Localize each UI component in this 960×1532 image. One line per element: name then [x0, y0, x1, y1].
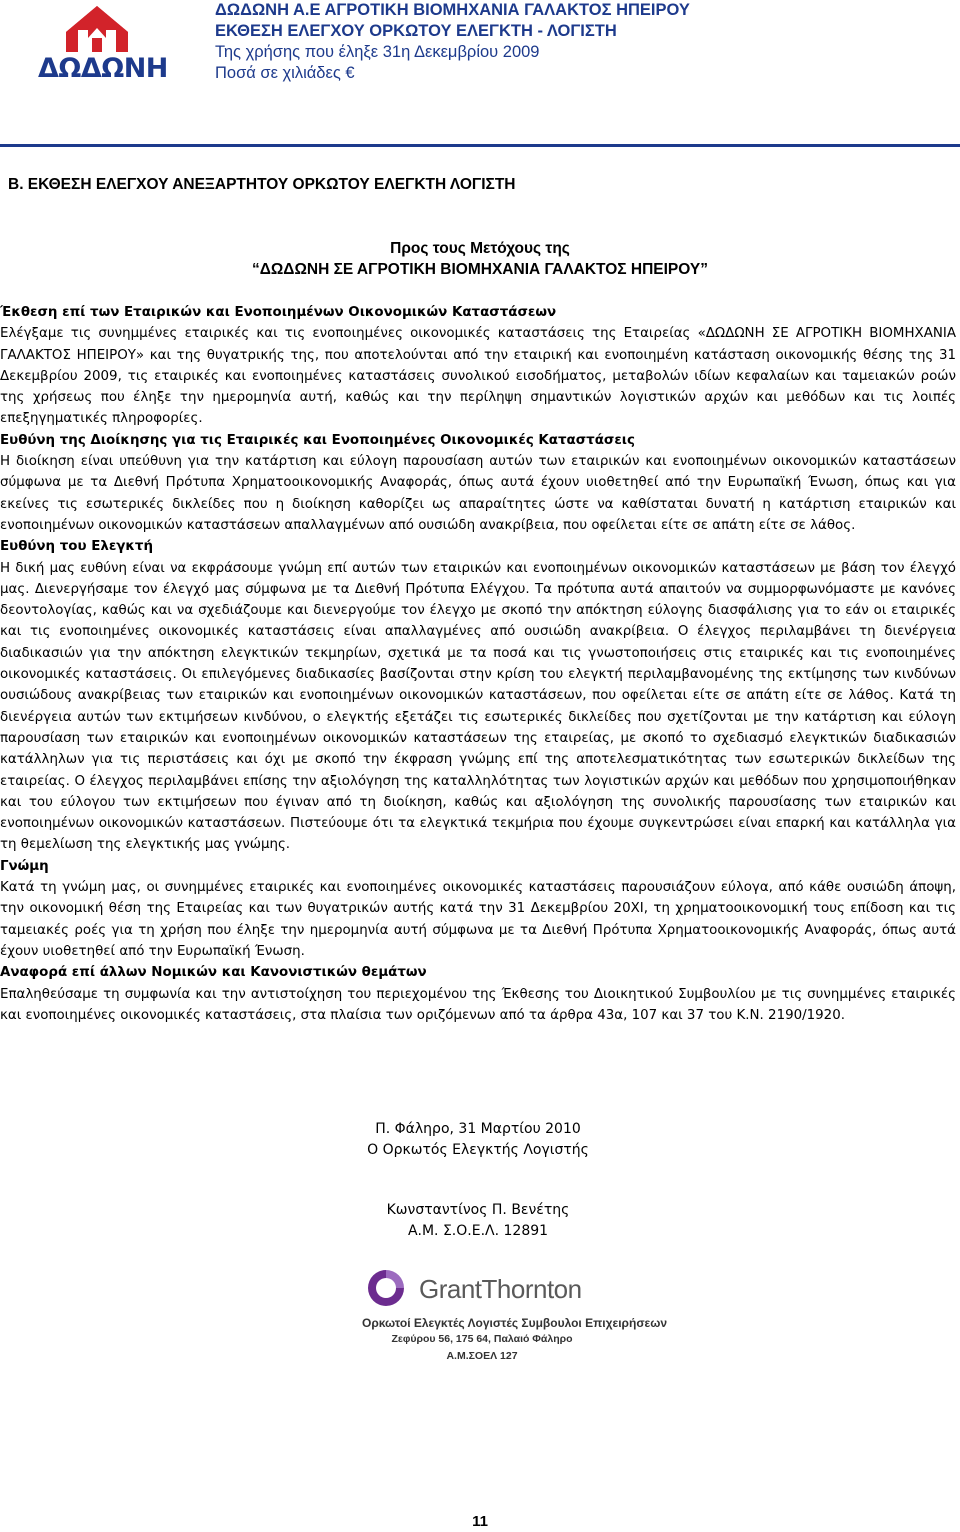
fiscal-year: Της χρήσης που έληξε 31η Δεκεμβρίου 2009: [215, 43, 540, 61]
section-paragraph: Η δική μας ευθύνη είναι να εκφράσουμε γνώμη επί αυτών των εταιρικών και ενοποιημένων οικονομικών καταστάσεων με βάση τον έλεγχό μας. Διενεργήσαμε τον έλεγχό μας σύμφωνα με τα Διεθνή Πρότυπα Ελέγχου. Τα πρότυπα αυτά απαιτούν να συμμορφωνόμαστε με κανόνες δεοντολογίας, καθώς και να σχεδιάζουμε και διενεργούμε τον έλεγχο με σκοπό την απόκτηση εύλογης διασφάλισης για το εάν οι εταιρικές και τις ενοποιημένες οικονομικές καταστάσεις είναι απαλλαγμένες από ουσιώδη ανακρίβεια. Ο έλεγχος περιλαμβάνει τη διενέργεια διαδικασιών για την απόκτηση ελεγκτικών τεκμηρίων, σχετικά με τα ποσά και τις γνωστοποιήσεις στις εταιρικές και τις ενοποιημένες οικονομικές καταστάσεις. Οι επιλεγόμενες διαδικασίες βασίζονται στην κρίση του ελεγκτή περιλαμβανομένης της εκτίμησης των κινδύνων ουσιώδους ανακρίβειας των εταιρικών και ενοποιημένων οικονομικών καταστάσεων, που οφείλεται είτε σε απάτη είτε σε λάθος. Κατά τη διενέργεια αυτών των εκτιμήσεων κινδύνου, ο ελεγκτής εξετάζει τις εσωτερικές δικλείδες που σχετίζονται με την κατάρτιση και εύλογη παρουσίαση των εταιρικών και ενοποιημένων οικονομικών καταστάσεων της εταιρείας, με σκοπό το σχεδιασμό ελεγκτικών διαδικασιών κατάλληλων για τις περιστάσεις και όχι με σκοπό την έκφραση γνώμης επί της αποτελεσματικότητας των εσωτερικών δικλείδων της εταιρείας. Ο έλεγχος περιλαμβάνει επίσης την αξιολόγηση της καταλληλότητας των λογιστικών αρχών και μεθόδων που χρησιμοποιήθηκαν και του εύλογου των εκτιμήσεων που έγιναν από τη διοίκηση, καθώς και αξιολόγηση της συνολικής παρουσίασης των εταιρικών και ενοποιημένων οικονομικών καταστάσεων. Πιστεύουμε ότι τα ελεγκτικά τεκμήρια που έχουμε συγκεντρώσει είναι επαρκή και κατάλληλα για τη θεμελίωση της ελεγκτικής μας γνώμης.: [0, 560, 956, 853]
header-text: [215, 0, 690, 84]
dodoni-emblem-icon: [38, 4, 156, 56]
section-heading: Αναφορά επί άλλων Νομικών και Κανονιστικών θεμάτων: [0, 965, 427, 981]
section-paragraph: Επαληθεύσαμε τη συμφωνία και την αντιστοίχηση του περιεχομένου της Έκθεσης του Διοικητικού Συμβουλίου με τις συνημμένες εταιρικές και ενοποιημένες οικονομικές καταστάσεις, στα πλαίσια των οριζόμενων από τα άρθρα 43α, 107 και 37 του Κ.Ν. 2190/1920.: [0, 986, 956, 1023]
stamp-line-3: Α.Μ.ΣΟΕΛ 127: [446, 1350, 518, 1362]
logo-wordmark: ΔΩΔΩΝΗ: [38, 53, 168, 84]
report-title: ΕΚΘΕΣΗ ΕΛΕΓΧΟΥ ΟΡΚΩΤΟΥ ΕΛΕΓΚΤΗ - ΛΟΓΙΣΤΗ: [215, 22, 617, 40]
page-number: 11: [472, 1513, 488, 1530]
addressee-line-1: Προς τους Μετόχους της: [390, 240, 570, 257]
section-paragraph: Η διοίκηση είναι υπεύθυνη για την κατάρτιση και εύλογη παρουσίαση αυτών των εταιρικών και ενοποιημένων οικονομικών καταστάσεων σύμφωνα με τα Διεθνή Πρότυπα Χρηματοοικονομικής Αναφοράς, όπως αυτά έχουν υιοθετηθεί από την Ευρωπαϊκή Ένωση, όπως και για εκείνες τις εσωτερικές δικλείδες που η διοίκηση καθορίζει ως απαραίτητες ώστε να καθίσταται δυνατή η κατάρτιση εταιρικών και ενοποιημένων οικονομικών καταστάσεων απαλλαγμένων από ουσιώδη ανακρίβεια, που οφείλεται είτε σε απάτη είτε σε λάθος.: [0, 454, 956, 533]
signature-role: Ο Ορκωτός Ελεγκτής Λογιστής: [367, 1142, 589, 1158]
company-name: ΔΩΔΩΝΗ Α.Ε ΑΓΡΟΤΙΚΗ ΒΙΟΜΗΧΑΝΙΑ ΓΑΛΑΚΤΟΣ ΗΠΕΙΡΟΥ: [215, 1, 690, 19]
section-heading: Γνώμη: [0, 858, 49, 874]
grant-thornton-swirl-icon: [362, 1266, 410, 1310]
report-body: [0, 302, 956, 1026]
stamp-line-1: Ορκωτοί Ελεγκτές Λογιστές Συμβουλοι Επιχειρήσεων: [362, 1316, 668, 1330]
section-heading: Έκθεση επί των Εταιρικών και Ενοποιημένων Οικονομικών Καταστάσεων: [0, 305, 557, 320]
page-header: [0, 0, 960, 92]
section-paragraph: Ελέγξαμε τις συνημμένες εταιρικές και τις ενοποιημένες οικονομικές καταστάσεις της Εταιρείας «ΔΩΔΩΝΗ ΣΕ ΑΓΡΟΤΙΚΗ ΒΙΟΜΗΧΑΝΙΑ ΓΑΛΑΚΤΟΣ ΗΠΕΙΡΟΥ» και της θυγατρικής της, που αποτελούνται από την εταιρική και ενοποιημένη κατάσταση οικονομικής θέσης της 31 Δεκεμβρίου 2009, τις εταιρικές και ενοποιημένες καταστάσεις συνολικού εισοδήματος, μεταβολών ιδίων κεφαλαίων και ταμειακών ροών της χρήσεως που έληξε την ημερομηνία αυτή, καθώς και την περίληψη σημαντικών λογιστικών αρχών και μεθόδων και τις λοιπές επεξηγηματικές πληροφορίες.: [0, 326, 956, 427]
section-paragraph: Κατά τη γνώμη μας, οι συνημμένες εταιρικές και ενοποιημένες οικονομικές καταστάσεις παρουσιάζουν εύλογα, από κάθε ουσιώδη άποψη, την οικονομική θέση της Εταιρείας και των θυγατρικών αυτής κατά την 31 Δεκεμβρίου 20ΧΙ, τη χρηματοοικονομική τους επίδοση και τις ταμειακές ροές για τη χρήση που έληξε την ημερομηνία αυτή σύμφωνα με τα Διεθνή Πρότυπα Χρηματοοικονομικής Αναφοράς, όπως αυτά έχουν υιοθετηθεί από την Ευρωπαϊκή Ένωση.: [0, 880, 956, 959]
addressee-line-2: “ΔΩΔΩΝΗ ΣΕ ΑΓΡΟΤΙΚΗ ΒΙΟΜΗΧΑΝΙΑ ΓΑΛΑΚΤΟΣ ΗΠΕΙΡΟΥ”: [251, 261, 708, 278]
stamp-line-2: Ζεφύρου 56, 175 64, Παλαιό Φάληρο: [391, 1333, 573, 1345]
section-title: Β. ΕΚΘΕΣΗ ΕΛΕΓΧΟΥ ΑΝΕΞΑΡΤΗΤΟΥ ΟΡΚΩΤΟΥ ΕΛΕΓΚΤΗ ΛΟΓΙΣΤΗ: [8, 176, 516, 193]
header-divider: [0, 144, 960, 147]
currency-note: Ποσά σε χιλιάδες €: [215, 64, 355, 82]
signatory-registry: Α.Μ. Σ.Ο.Ε.Λ. 12891: [407, 1223, 549, 1239]
section-heading: Ευθύνη του Ελεγκτή: [0, 539, 153, 555]
signatory-name: Κωνσταντίνος Π. Βενέτης: [386, 1202, 570, 1218]
dodoni-logo: [38, 4, 168, 88]
firm-name: GrantThornton: [419, 1274, 582, 1304]
auditor-stamp: [362, 1266, 668, 1366]
section-heading: Ευθύνη της Διοίκησης για τις Εταιρικές και Ενοποιημένες Οικονομικές Καταστάσεις: [0, 432, 635, 448]
signature-place-date: Π. Φάληρο, 31 Μαρτίου 2010: [375, 1121, 581, 1137]
